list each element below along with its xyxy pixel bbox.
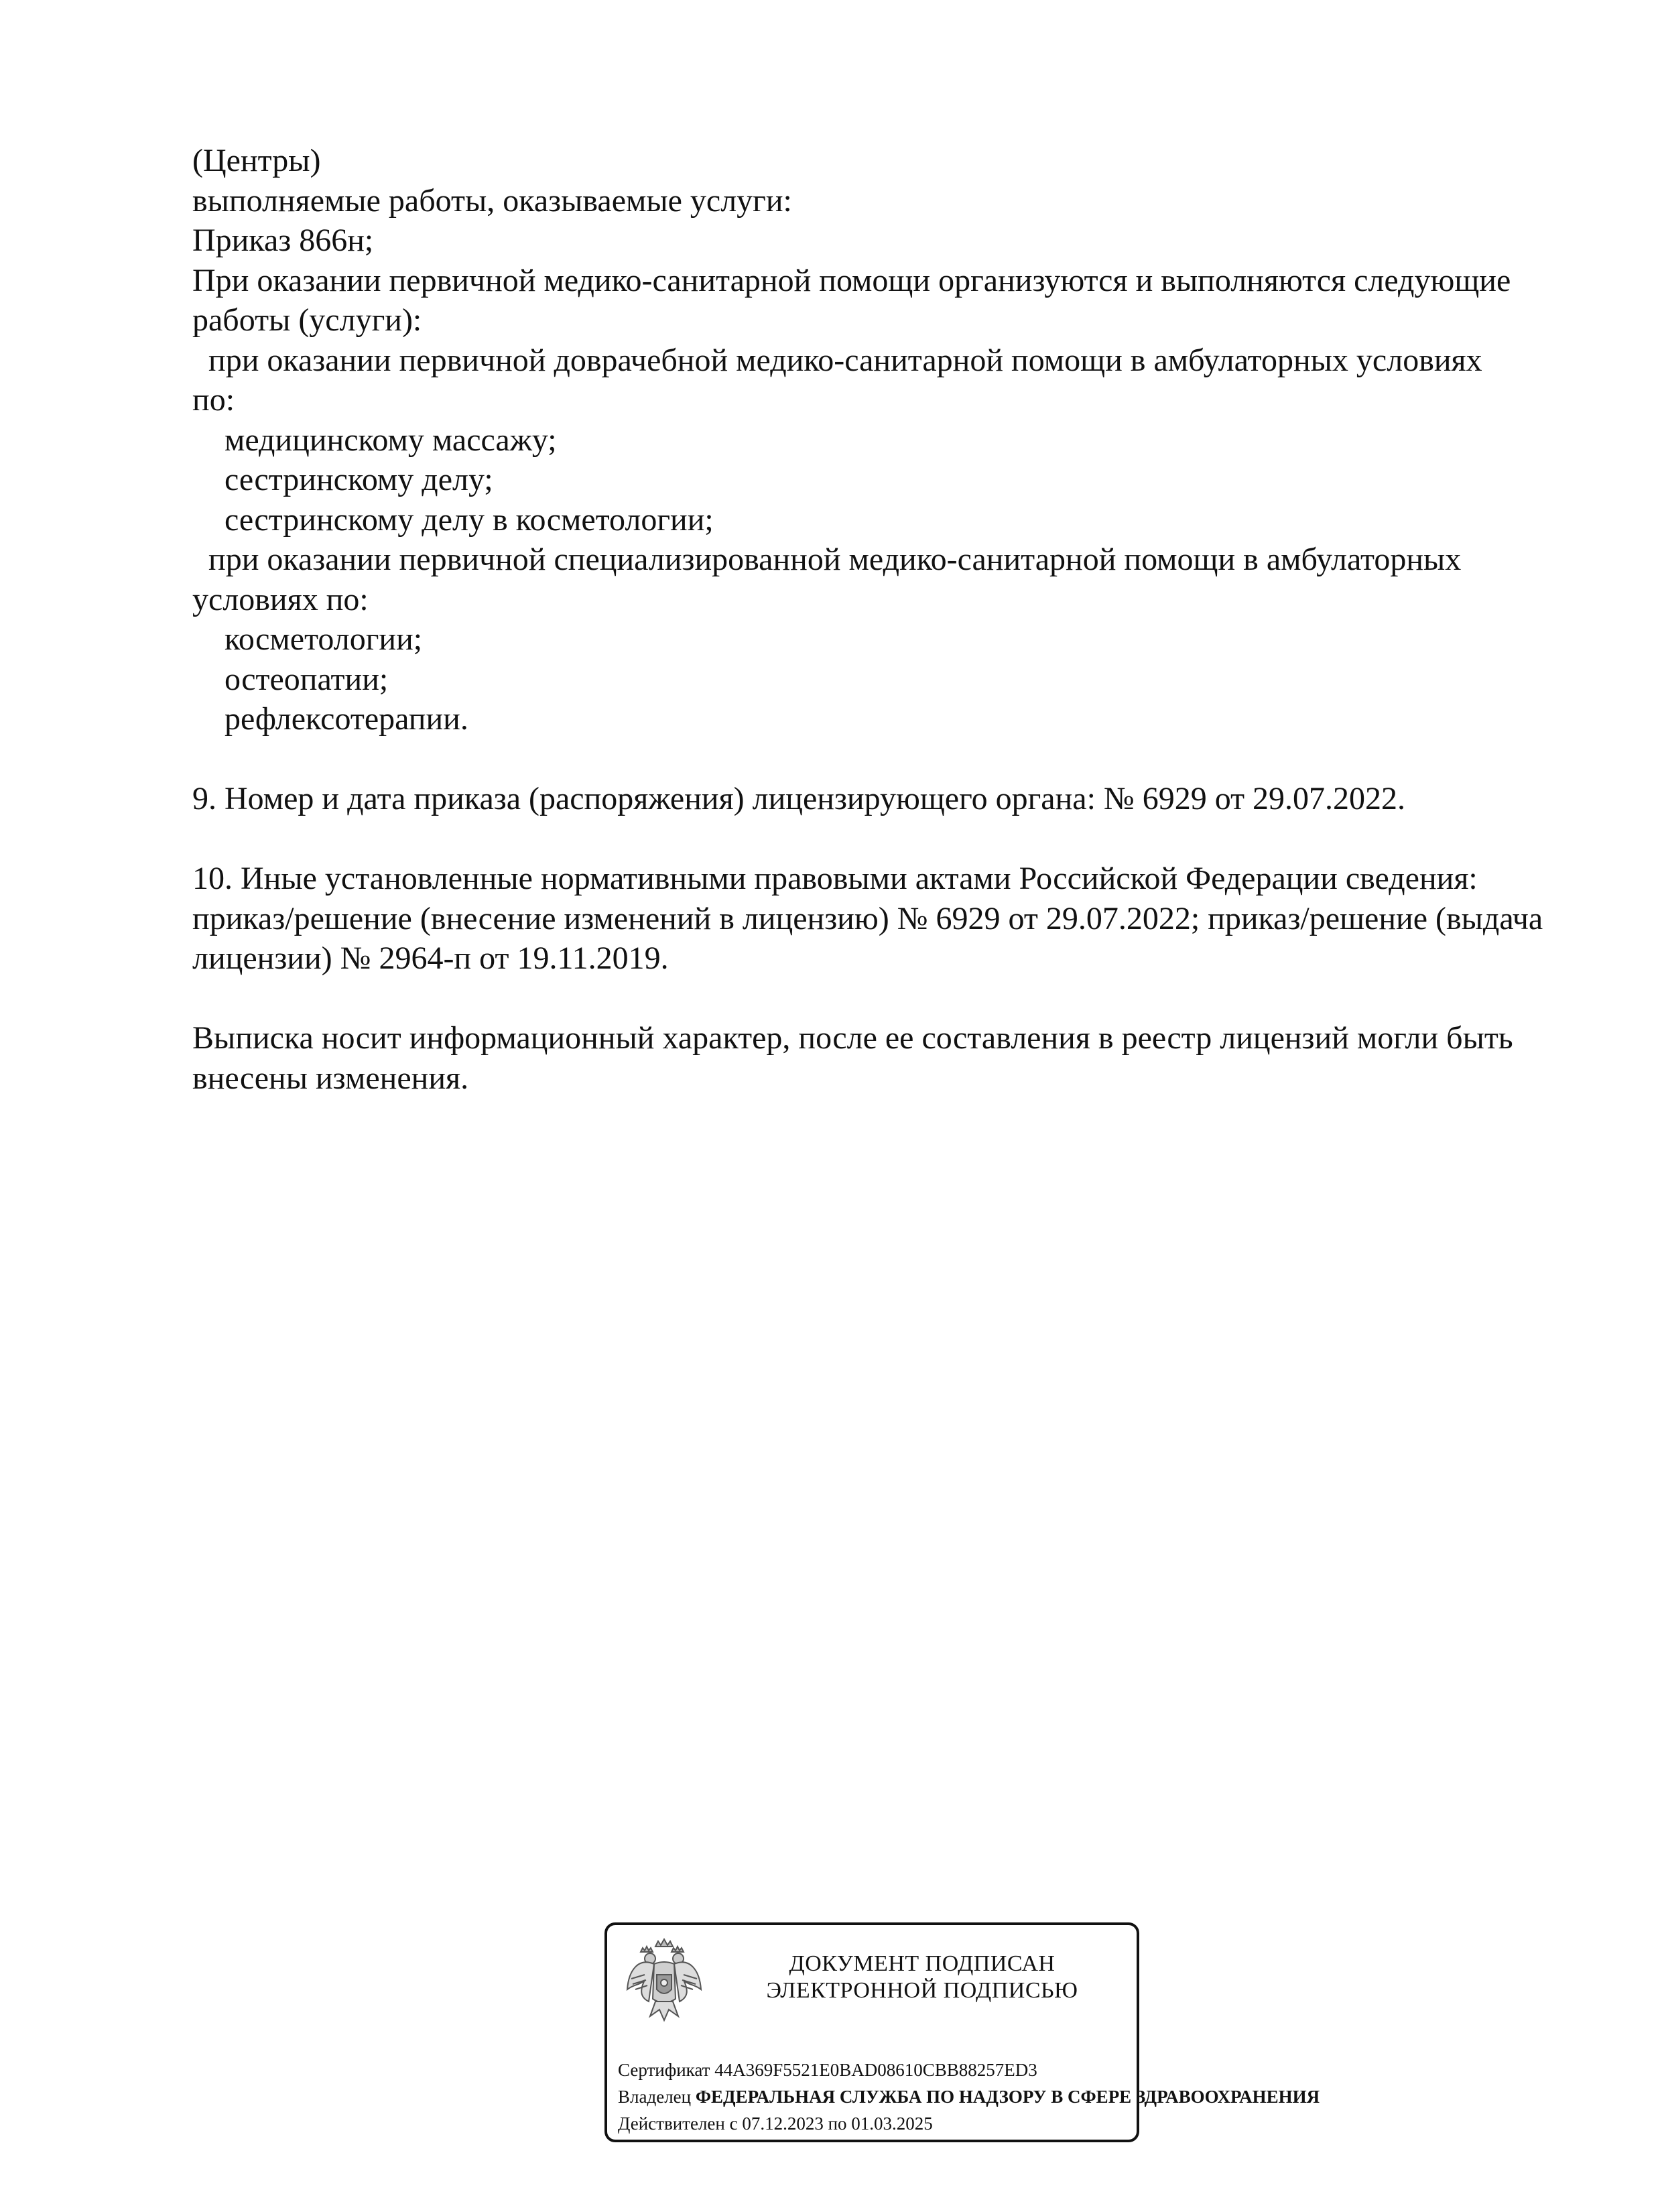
owner-label: Владелец	[618, 2087, 692, 2107]
list-item: медицинскому массажу;	[225, 422, 557, 458]
note-line: внесены изменения.	[192, 1060, 469, 1096]
item-9: 9. Номер и дата приказа (распоряжения) лицензирующего органа: № 6929 от 29.07.2022.	[192, 781, 1406, 816]
text-line: условиях по:	[192, 581, 369, 617]
document-body	[192, 141, 1573, 1098]
spacer	[192, 819, 1573, 859]
text-line: выполняемые работы, оказываемые услуги:	[192, 182, 792, 219]
certificate-line	[618, 2059, 1037, 2081]
list-item: сестринскому делу;	[225, 462, 493, 497]
list-item: сестринскому делу в косметологии;	[225, 501, 714, 538]
owner-value: ФЕДЕРАЛЬНАЯ СЛУЖБА ПО НАДЗОРУ В СФЕРЕ ЗДРАВООХРАНЕНИЯ	[695, 2087, 1320, 2107]
text-line: Приказ 866н;	[192, 223, 374, 258]
text-line: по:	[192, 382, 235, 418]
certificate-label: Сертификат	[618, 2060, 710, 2080]
item-10-line: 10. Иные установленные нормативными правовыми актами Российской Федерации сведения:	[192, 861, 1478, 896]
validity-line: Действителен с 07.12.2023 по 01.03.2025	[618, 2113, 933, 2134]
stamp-title	[708, 1951, 1137, 2004]
spacer	[192, 979, 1573, 1019]
spacer	[192, 739, 1573, 780]
list-item: косметологии;	[225, 621, 423, 657]
item-10-line: приказ/решение (внесение изменений в лицензию) № 6929 от 29.07.2022; приказ/решение (выдача	[192, 900, 1543, 936]
stamp-title-line: ЭЛЕКТРОННОЙ ПОДПИСЬЮ	[766, 1978, 1078, 2003]
text-line: работы (услуги):	[192, 302, 422, 338]
owner-line	[618, 2086, 1320, 2107]
note-line: Выписка носит информационный характер, после ее составления в реестр лицензий могли быть	[192, 1020, 1513, 1056]
electronic-signature-stamp	[604, 1922, 1320, 2142]
item-10-line: лицензии) № 2964-п от 19.11.2019.	[192, 940, 669, 976]
stamp-title-line: ДОКУМЕНТ ПОДПИСАН	[789, 1951, 1056, 1976]
list-item: рефлексотерапии.	[225, 701, 468, 737]
text-line: (Центры)	[192, 143, 321, 178]
text-line: при оказании первичной доврачебной медико-санитарной помощи в амбулаторных условиях	[208, 342, 1482, 378]
text-line: при оказании первичной специализированной медико-санитарной помощи в амбулаторных	[208, 542, 1462, 577]
list-item: остеопатии;	[225, 661, 389, 697]
certificate-value: 44A369F5521E0BAD08610CBB88257ED3	[714, 2060, 1037, 2080]
coat-of-arms-icon	[625, 1937, 704, 2024]
text-line: При оказании первичной медико-санитарной помощи организуются и выполняются следующие	[192, 262, 1511, 298]
